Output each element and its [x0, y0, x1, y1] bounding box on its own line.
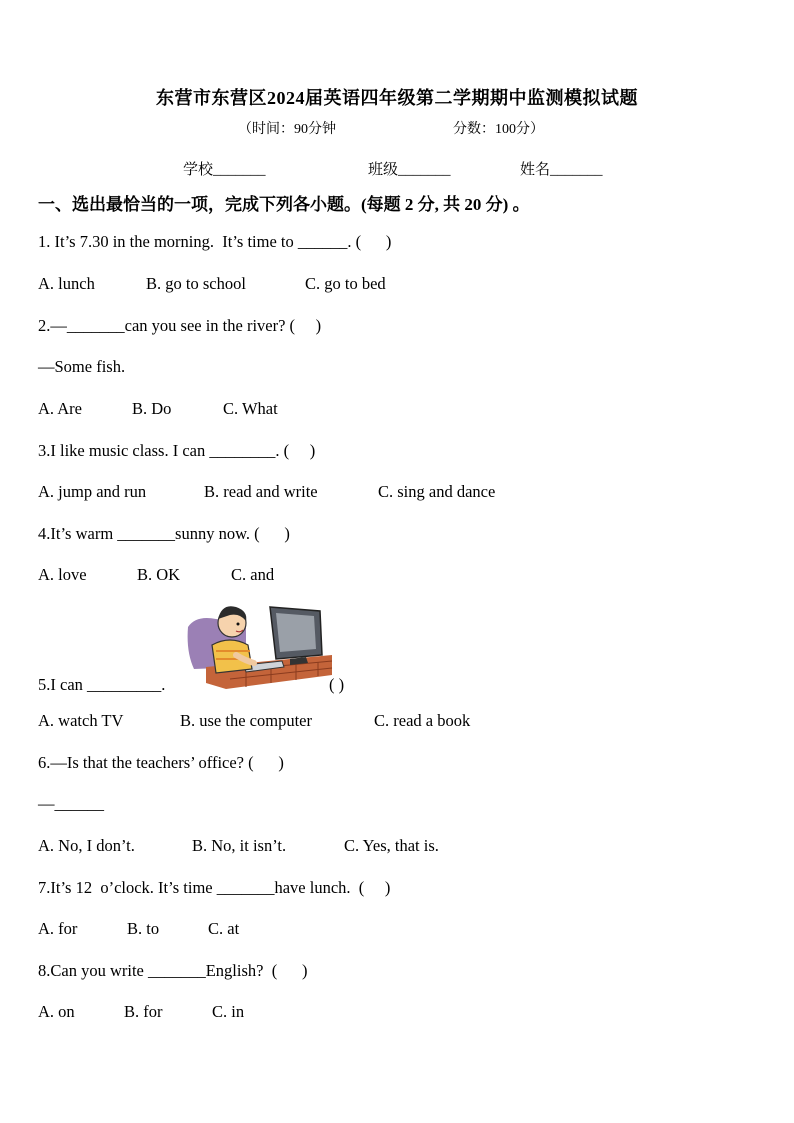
question-5: 5.I can _________.	[38, 675, 166, 694]
q3-option-c[interactable]: C. sing and dance	[378, 482, 496, 501]
question-2: 2.—_______can you see in the river? ( )	[38, 316, 322, 335]
q3-option-b[interactable]: B. read and write	[204, 482, 318, 501]
q1-option-b[interactable]: B. go to school	[146, 274, 246, 293]
question-6-answer: —______	[38, 794, 104, 813]
q7-option-a[interactable]: A. for	[38, 919, 78, 938]
question-5-bracket: ( )	[329, 675, 345, 694]
class-field[interactable]: 班级_______	[368, 162, 451, 178]
q1-option-c[interactable]: C. go to bed	[305, 274, 386, 293]
q5-option-a[interactable]: A. watch TV	[38, 711, 124, 730]
page-title: 东营市东营区2024届英语四年级第二学期期中监测模拟试题	[156, 88, 638, 108]
q8-option-a[interactable]: A. on	[38, 1002, 75, 1021]
q5-option-b[interactable]: B. use the computer	[180, 711, 312, 730]
q8-option-c[interactable]: C. in	[212, 1002, 245, 1021]
q7-option-b[interactable]: B. to	[127, 919, 160, 938]
school-field[interactable]: 学校_______	[183, 162, 266, 178]
q5-option-c[interactable]: C. read a book	[374, 711, 471, 730]
section-heading: 一、选出最恰当的一项，完成下列各小题。(每题 2 分, 共 20 分) 。	[38, 195, 530, 214]
q6-option-a[interactable]: A. No, I don’t.	[38, 836, 135, 855]
question-7: 7.It’s 12 o’clock. It’s time _______have lunch. ( )	[38, 878, 391, 897]
name-field[interactable]: 姓名_______	[520, 162, 603, 178]
question-8: 8.Can you write _______English? ( )	[38, 961, 308, 980]
q7-option-c[interactable]: C. at	[208, 919, 240, 938]
question-1: 1. It’s 7.30 in the morning. It’s time to ______. ( )	[38, 232, 392, 251]
exam-time: （时间：90分钟	[238, 122, 336, 137]
question-6: 6.—Is that the teachers’ office? ( )	[38, 753, 284, 772]
q1-option-a[interactable]: A. lunch	[38, 274, 95, 293]
q2-option-b[interactable]: B. Do	[132, 399, 172, 418]
q2-option-a[interactable]: A. Are	[38, 399, 82, 418]
q8-option-b[interactable]: B. for	[124, 1002, 163, 1021]
q6-option-b[interactable]: B. No, it isn’t.	[192, 836, 287, 855]
q4-option-a[interactable]: A. love	[38, 565, 87, 584]
q2-option-c[interactable]: C. What	[223, 399, 278, 418]
exam-score: 分数：100分）	[453, 122, 544, 137]
q3-option-a[interactable]: A. jump and run	[38, 482, 147, 501]
question-3: 3.I like music class. I can ________. ( )	[38, 441, 316, 460]
q4-option-c[interactable]: C. and	[231, 565, 275, 584]
q4-option-b[interactable]: B. OK	[137, 565, 181, 584]
boy-at-computer-illustration	[186, 597, 334, 689]
q6-option-c[interactable]: C. Yes, that is.	[344, 836, 439, 855]
question-2-answer: —Some fish.	[38, 357, 126, 376]
question-4: 4.It’s warm _______sunny now. ( )	[38, 524, 290, 543]
